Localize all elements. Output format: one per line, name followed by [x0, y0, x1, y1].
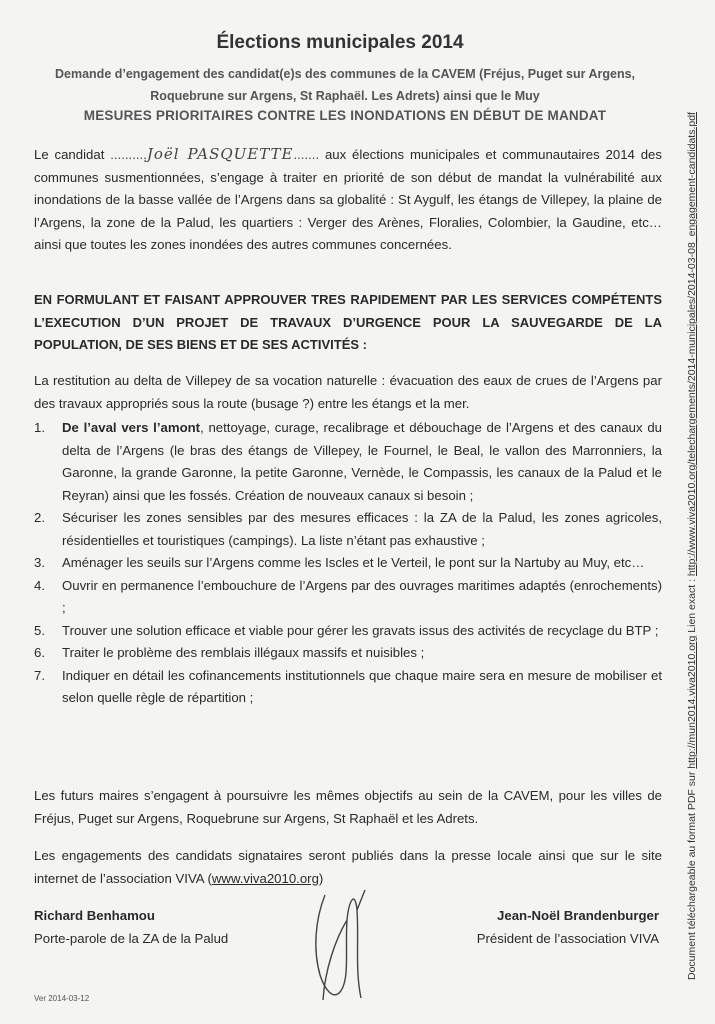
intro-text: aux élections municipales et communautaires 2014 des communes susmentionnées, s’engage à traiter en priorité de son début de mandat la vulnérabilité aux inondations de la basse vallée de l’Argens dans sa globalité : St Aygulf, les étangs de Villepey, la plaine de l’Argens, la zone de la Palud, les quartiers : Verger des Arènes, Floralies, Colombier, la Gaudine, etc… ainsi que toutes les zones inondées des autres communes concernées. — [34, 147, 662, 252]
list-item — [34, 552, 662, 575]
download-middle: Lien exact : — [686, 576, 698, 636]
dots-after: ....... — [293, 147, 320, 162]
viva-website-link[interactable]: www.viva2010.org — [211, 870, 319, 886]
signatory-left-name: Richard Benhamou — [34, 908, 155, 923]
list-item — [34, 575, 662, 620]
item-text: Ouvrir en permanence l’embouchure de l’Argens par des ouvrages maritimes adaptés (enrochements) ; — [62, 577, 662, 615]
document-title: Élections municipales 2014 — [216, 32, 464, 53]
item-number: 4. — [34, 577, 45, 593]
handwritten-candidate-name: Joël PASQUETTE — [146, 145, 294, 163]
item-number: 6. — [34, 645, 45, 660]
item-bold: De l’aval vers l’amont — [62, 420, 201, 435]
signatory-left — [34, 904, 228, 950]
signatory-left-role: Porte-parole de la ZA de la Palud — [34, 931, 229, 946]
caps-paragraph: EN FORMULANT ET FAISANT APPROUVER TRES RAPIDEMENT PAR LES SERVICES COMPÉTENTS L’EXECUTION D’UN PROJET DE TRAVAUX D’URGENCE POUR LA SAUVEGARDE DE LA POPULATION, DE SES BIENS ET DE SES ACTIVITÉS : — [34, 292, 662, 352]
priority-heading: MESURES PRIORITAIRES CONTRE LES INONDATIONS EN DÉBUT DE MANDAT — [83, 108, 607, 123]
download-url-full[interactable]: http://www.viva2010.org/telechargements/2014-municipales/2014-03-08_engagement-candidats.pdf — [686, 112, 698, 577]
measures-list — [34, 417, 662, 710]
futurs-paragraph: Les futurs maires s’engagent à poursuivre les mêmes objectifs au sein de la CAVEM, pour les villes de Fréjus, Puget sur Argens, Roquebrune sur Argens, St Raphaël et les Adrets. — [34, 788, 662, 826]
download-prefix: Document téléchargeable au format PDF sur — [686, 768, 698, 980]
item-number: 5. — [34, 622, 45, 638]
signatory-right-name: Jean-Noël Brandenburger — [497, 908, 659, 923]
handwritten-signature — [295, 880, 385, 1010]
intro-paragraph — [34, 143, 662, 257]
item-text: Traiter le problème des remblais illégaux massifs et nuisibles ; — [62, 645, 425, 660]
item-number: 2. — [34, 510, 45, 525]
dots-before: .......... — [110, 147, 147, 162]
item-text: Trouver une solution efficace et viable pour gérer les gravats issus des activités de recyclage du BTP ; — [62, 622, 659, 638]
restitution-paragraph: La restitution au delta de Villepey de sa vocation naturelle : évacuation des eaux de crues de l’Argens par des travaux appropriés sous la route (busage ?) entre les étangs et la mer. — [34, 373, 662, 411]
signatory-right-role: Président de l’association VIVA — [476, 931, 659, 946]
publication-close: ) — [318, 870, 324, 886]
version-label: Ver 2014-03-12 — [34, 994, 90, 1003]
list-item — [34, 665, 662, 710]
intro-prefix: Le candidat — [34, 147, 105, 162]
download-url-short[interactable]: http://mun2014.viva2010.org — [686, 635, 698, 769]
list-item — [34, 642, 662, 665]
item-number: 1. — [34, 420, 45, 435]
item-number: 3. — [34, 555, 45, 570]
item-number: 7. — [34, 667, 45, 683]
item-text: Sécuriser les zones sensibles par des mesures efficaces : la ZA de la Palud, les zones agricoles, résidentielles et touristiques (campings). La liste n’étant pas exhaustive ; — [62, 510, 662, 548]
item-text: Indiquer en détail les cofinancements institutionnels que chaque maire sera en mesure de mobiliser et selon quelle règle de répartition ; — [62, 667, 662, 705]
item-text: , nettoyage, curage, recalibrage et débouchage de l’Argens et des canaux du delta de l’Argens (le bras des étangs de Villepey, le Fournel, le Beal, le vallon des Marronniers, la Garonne, la grande Garonne, la petite Garonne, Vernède, le Compassis, les canaux de la Palud et le Reyran) ainsi que les fossés. Création de nouveaux canaux si besoin ; — [62, 420, 662, 503]
item-text: Aménager les seuils sur l’Argens comme les Iscles et le Verteil, le pont sur la Nartuby au Muy, etc… — [62, 555, 645, 570]
publication-text: Les engagements des candidats signataires seront publiés dans la presse locale ainsi que sur le site internet de l’association VIVA ( — [34, 848, 662, 886]
vertical-download-note — [686, 20, 698, 980]
document-subtitle: Demande d’engagement des candidat(e)s des communes de la CAVEM (Fréjus, Puget sur Argens, Roquebrune sur Argens, St Raphaël. Les Adrets) ainsi que le Muy — [55, 67, 635, 103]
list-item — [34, 620, 662, 643]
signatory-right — [477, 904, 659, 950]
list-item — [34, 507, 662, 552]
list-item — [34, 417, 662, 507]
